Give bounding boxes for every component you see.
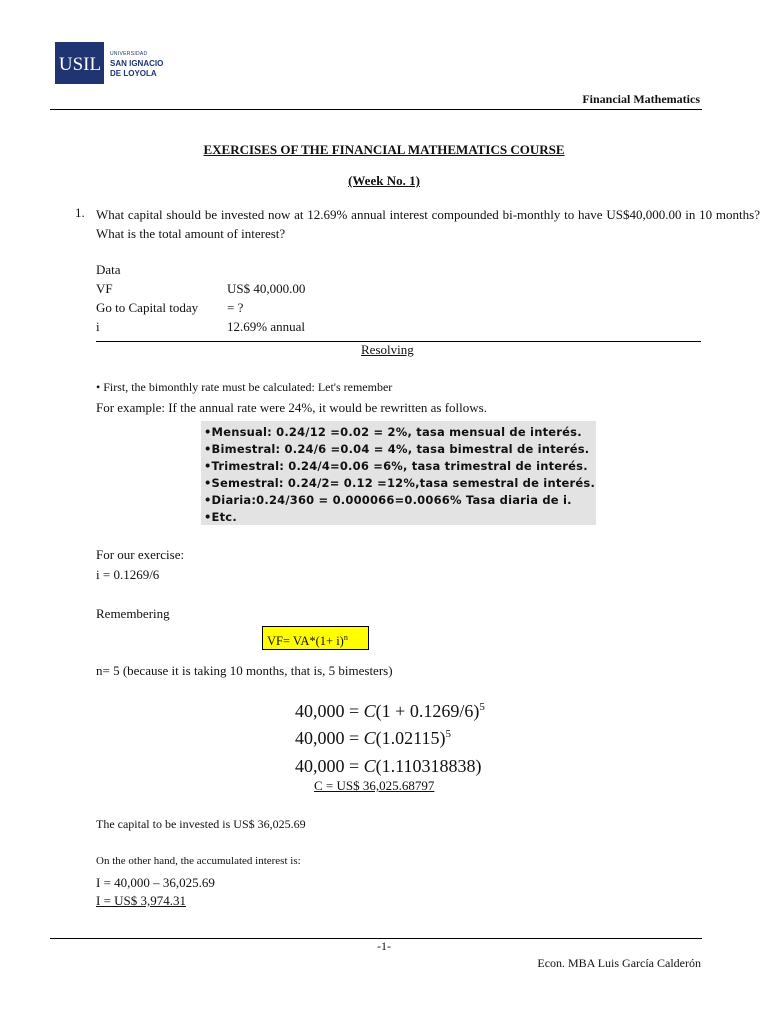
- our-exercise-label: For our exercise:: [96, 547, 185, 562]
- rate-line: •Etc.: [204, 510, 237, 524]
- page-number: -1-: [377, 939, 391, 953]
- header-divider: [50, 109, 702, 110]
- equation-variable: C: [363, 728, 376, 748]
- svg-text:USIL: USIL: [58, 54, 101, 75]
- example-intro: For example: If the annual rate were 24%, it would be rewritten as follows.: [96, 400, 487, 415]
- question-number: 1.: [75, 205, 85, 220]
- equation-rhs: (1 + 0.1269/6): [375, 701, 480, 721]
- formula-base: VF= VA*(1+ i): [267, 634, 344, 649]
- bullet-text: • First, the bimonthly rate must be calculated: Let's remember: [96, 380, 393, 394]
- formula-exponent: n: [343, 633, 348, 642]
- equation-lhs: 40,000 =: [295, 756, 364, 776]
- logo-line-3: DE LOYOLA: [110, 69, 157, 78]
- capital-conclusion: The capital to be invested is US$ 36,025.69: [96, 817, 306, 831]
- c-result: C = US$ 36,025.68797: [314, 778, 435, 793]
- equation-rhs: (1.02115): [375, 728, 446, 748]
- equation-line: [295, 756, 482, 777]
- equation-line: [295, 728, 451, 749]
- compound-formula: [262, 626, 369, 650]
- author-name: Econ. MBA Luis García Calderón: [537, 956, 701, 970]
- university-name: [110, 49, 163, 79]
- equation-exponent: 5: [479, 701, 485, 713]
- data-label: VF: [96, 281, 113, 296]
- document-title: EXERCISES OF THE FINANCIAL MATHEMATICS COURSE: [203, 142, 565, 157]
- rate-line: •Diaria:0.24/360 = 0.000066=0.0066% Tasa diaria de i.: [204, 493, 572, 507]
- equation-rhs: (1.110318838): [375, 756, 482, 776]
- data-label: i: [96, 319, 100, 334]
- i-value: i = 0.1269/6: [96, 567, 160, 582]
- equation-variable: C: [363, 756, 376, 776]
- rate-line: •Semestral: 0.24/2= 0.12 =12%,tasa semestral de interés.: [204, 476, 596, 490]
- data-value: US$ 40,000.00: [227, 281, 306, 296]
- data-label: Go to Capital today: [96, 300, 199, 315]
- week-subtitle: (Week No. 1): [348, 173, 420, 188]
- usil-logo-icon: [59, 48, 101, 78]
- data-value: = ?: [227, 300, 244, 315]
- rate-line: •Trimestral: 0.24/4=0.06 =6%, tasa trimestral de interés.: [204, 459, 588, 473]
- data-heading: Data: [96, 262, 121, 277]
- rate-line: •Mensual: 0.24/12 =0.02 = 2%, tasa mensual de interés.: [204, 425, 582, 439]
- equation-lhs: 40,000 =: [295, 728, 364, 748]
- course-header: Financial Mathematics: [582, 92, 700, 106]
- data-value: 12.69% annual: [227, 319, 305, 334]
- remembering-label: Remembering: [96, 606, 170, 621]
- interest-intro: On the other hand, the accumulated interest is:: [96, 855, 301, 867]
- equation-line: [295, 701, 485, 722]
- interest-result: I = US$ 3,974.31: [96, 893, 187, 908]
- equation-variable: C: [363, 701, 376, 721]
- equation-lhs: 40,000 =: [295, 701, 364, 721]
- equation-exponent: 5: [445, 728, 451, 740]
- rates-box: [201, 421, 596, 525]
- rate-line: •Bimestral: 0.24/6 =0.04 = 4%, tasa bimestral de interés.: [204, 442, 590, 456]
- university-logo: [55, 42, 104, 84]
- resolving-heading: Resolving: [361, 342, 414, 357]
- logo-line-1: UNIVERSIDAD: [110, 51, 148, 57]
- question-text: What capital should be invested now at 12.69% annual interest compounded bi-monthly to have US$40,000.00 in 10 months? What is the total amount of interest?: [96, 207, 760, 241]
- n-explanation: n= 5 (because it is taking 10 months, that is, 5 bimesters): [96, 663, 393, 678]
- interest-calculation: I = 40,000 – 36,025.69: [96, 875, 215, 890]
- logo-line-2: SAN IGNACIO: [110, 59, 164, 68]
